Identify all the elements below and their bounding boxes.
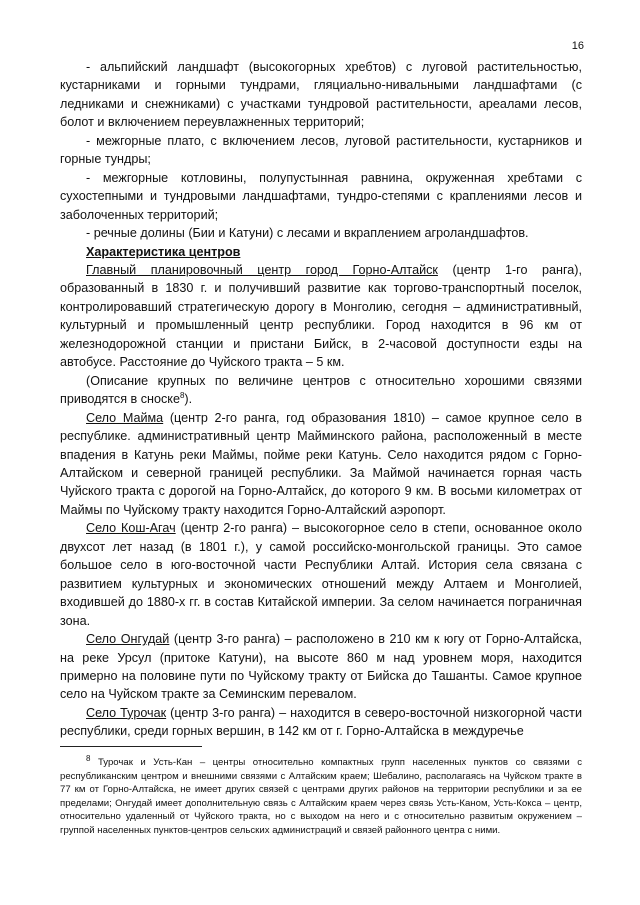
footnote	[60, 753, 582, 838]
footnote-marker: 8	[86, 753, 91, 763]
paragraph-gorno-altaysk	[60, 261, 582, 372]
page-number: 16	[571, 40, 584, 52]
document-body	[60, 58, 582, 741]
paragraph-lead: Село Майма	[86, 410, 164, 425]
footnote-body: Турочак и Усть-Кан – центры относительно компактных групп населенных пунктов со связями с республиканским центром и внешними связями с Алтайским краем; Шебалино, располагаясь на Чуйском тракте в 77 км от Горно-Алтайска, не имеет других связей с центрами других районов на территории республики и за ее пределами; Онгудай имеет дополнительную связь с Алтайским краем через связь Усть-Каном, Усть-Кокса – центр, относительно удаленный от Чуйского тракта, но с выходом на него и с относительно развитым окружением – группой населенных пунктов-центров сельских администраций и связей районного центра с ними.	[60, 757, 582, 836]
footnote-reference[interactable]: 8	[179, 390, 185, 400]
list-item: - альпийский ландшафт (высокогорных хребтов) с луговой растительностью, кустарниками и горными тундрами, гляциально-нивальными ландшафтами (с ледниками и снежниками) с участками тундровой растительности, ареалами лесов, болот и включением переувлажненных территорий;	[60, 60, 582, 130]
paragraph-text: (центр 3-го ранга) – находится в северо-восточной низкогорной части республики, среди горных вершин, в 142 км от г. Горно-Алтайска в междуречье	[60, 705, 582, 739]
paragraph-mayma	[60, 409, 582, 520]
paragraph-lead: Село Онгудай	[86, 632, 170, 647]
section-heading: Характеристика центров	[86, 244, 241, 259]
paragraph-text: (центр 2-го ранга, год образования 1810) – самое крупное село в республике. административный центр Майминского района, расположенный в месте впадения в Катунь реки Маймы, пойме реки Катунь. Село находится рядом с Горно-Алтайском и северной границей республики. За Маймой начинается горная часть Чуйского тракта с дорогой на Горно-Алтайск, до которого 9 км. В восьми километрах от Маймы по Чуйскому тракту находится Горно-Алтайский аэропорт.	[60, 410, 582, 517]
paragraph-text: (центр 3-го ранга) – расположено в 210 км к югу от Горно-Алтайска, на реке Урсул (притоке Катуни), на высоте 860 м над уровнем моря, находится примерно на половине пути по Чуйскому тракту от Бийска до Ташанты. Самое крупное село на Чуйском тракте за Семинским перевалом.	[60, 632, 582, 702]
paragraph-lead: Село Турочак	[86, 705, 167, 720]
list-item: - речные долины (Бии и Катуни) с лесами и вкраплением агроландшафтов.	[86, 226, 529, 241]
paragraph-text: (Описание крупных по величине центров с относительно хорошими связями приводятся в сноске	[60, 373, 582, 407]
list-item: - межгорные плато, с включением лесов, луговой растительности, кустарников и горные тундры;	[60, 133, 582, 167]
paragraph-text: (центр 2-го ранга) – высокогорное село в степи, основанное около двухсот лет назад (в 1801 г.), у самой российско-монгольской границы. Это самое большое село в юго-восточной части Республики Алтай. История села связана с развитием культурных и экономических отношений между Алтаем и Монголией, входившей до 1880-х гг. в состав Китайской империи. За селом начинается пограничная зона.	[60, 521, 582, 628]
list-item: - межгорные котловины, полупустынная равнина, окруженная хребтами с сухостепными и тундровыми ландшафтами, тундро-степями с краплениями лесов и заболоченных территорий;	[60, 170, 582, 222]
paragraph-text: (центр 1-го ранга), образованный в 1830 г. и получивший развитие как торгово-транспортный поселок, контролировавший стратегическую дорогу в Монголию, сегодня – административный, культурный и промышленный центр республики. Город находится в 96 км от железнодорожной станции и пристани Бийск, в 2-часовой доступности езды на автобусе. Расстояние до Чуйского тракта – 5 км.	[60, 262, 582, 370]
footnote-divider	[60, 746, 202, 747]
paragraph-lead: Село Кош-Агач	[86, 521, 176, 536]
paragraph-ongudai	[60, 630, 582, 704]
paragraph-note	[60, 372, 582, 409]
paragraph-text-end: ).	[184, 392, 193, 407]
paragraph-lead: Главный планировочный центр город Горно-Алтайск	[86, 262, 438, 277]
footnote-text	[60, 753, 582, 838]
paragraph-kosh-agach	[60, 519, 582, 630]
paragraph-turochak	[60, 704, 582, 741]
